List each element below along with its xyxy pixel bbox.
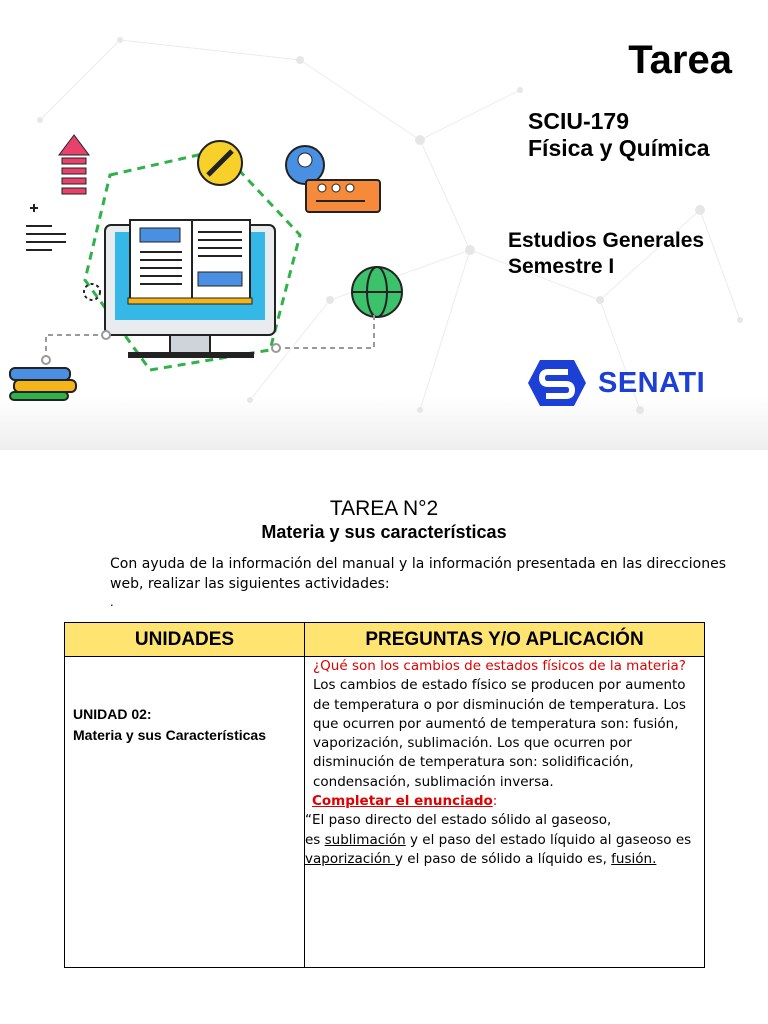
stray-dot: .: [110, 594, 114, 609]
header-unidades: UNIDADES: [65, 623, 305, 657]
complete-statement-label: Completar el enunciado: [312, 793, 493, 810]
table-header-row: [65, 623, 705, 657]
department: Estudios Generales: [508, 229, 705, 252]
header-title: Tarea: [628, 38, 732, 82]
unit-number: UNIDAD 02:: [73, 706, 152, 722]
header-preguntas: PREGUNTAS Y/O APLICACIÓN: [305, 623, 705, 657]
blank-answer-2: vaporización: [305, 850, 396, 867]
course-name: Física y Química: [528, 135, 710, 161]
unit-cell: [65, 657, 305, 968]
senati-logo-icon: [526, 358, 588, 408]
blank-answer-3: fusión.: [611, 850, 657, 867]
activities-table: [64, 622, 705, 968]
answer-text: Los cambios de estado físico se producen por aumento de temperatura o por disminución de temperatura. Los que ocurren por aumentó de temperatura son: fusión, vaporización, sublimación. Los que ocurren por disminución de temperatura son: solidificación, condensación, sublimación inversa.: [313, 677, 686, 790]
answer-cell[interactable]: [305, 657, 705, 968]
senati-logo: [526, 358, 705, 408]
statement-text-a: es: [305, 831, 325, 848]
course-code: SCIU-179: [528, 108, 629, 134]
senati-logo-text: SENATI: [598, 366, 706, 399]
semester: Semestre I: [508, 255, 615, 278]
table-row: [65, 657, 705, 968]
intro-paragraph: Con ayuda de la información del manual y la información presentada en las direcciones web, realizar las siguientes actividades:: [110, 556, 726, 592]
header-banner: [0, 0, 768, 450]
unit-name: Materia y sus Características: [73, 727, 266, 743]
complete-colon: :: [492, 793, 498, 810]
statement-line-2: [305, 831, 704, 850]
statement-line-3: [305, 850, 704, 869]
statement-text-b: y el paso del estado líquido al gaseoso es: [405, 831, 692, 848]
document-title: TAREA N°2: [329, 497, 439, 520]
document-subtitle: Materia y sus características: [261, 522, 507, 542]
statement-line-1: “El paso directo del estado sólido al gaseoso,: [305, 812, 612, 829]
blank-answer-1: sublimación: [324, 831, 406, 848]
question-text: ¿Qué son los cambios de estados físicos de la materia?: [313, 658, 686, 674]
statement-text-c: y el paso de sólido a líquido es,: [395, 850, 612, 867]
education-illustration: [0, 120, 420, 410]
